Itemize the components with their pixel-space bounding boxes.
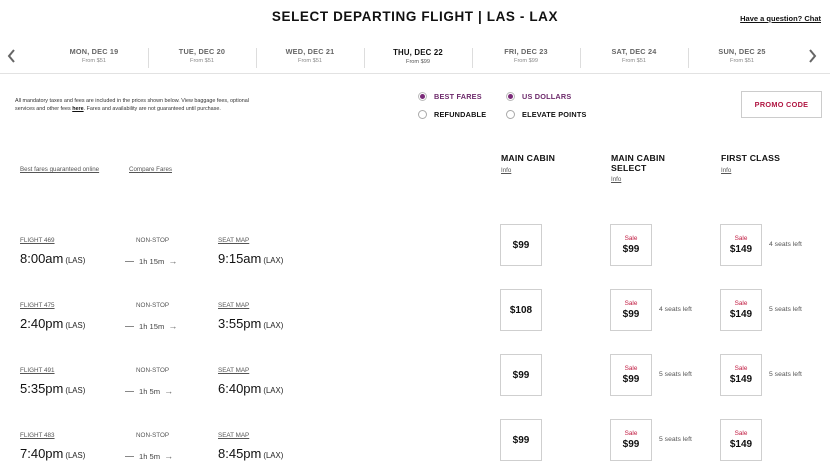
arrival-airport: (LAX) <box>263 386 284 395</box>
arrival-time <box>218 251 283 266</box>
seats-left-text: 5 seats left <box>769 371 802 378</box>
sale-badge: Sale <box>624 300 638 307</box>
main-cabin-select-fare-button[interactable] <box>610 354 652 396</box>
main-cabin-header <box>501 154 591 174</box>
chevron-left-icon <box>7 49 16 63</box>
date-tab-dec-23[interactable] <box>472 47 580 64</box>
main-cabin-select-fare-button[interactable] <box>610 419 652 461</box>
seat-map-link[interactable]: SEAT MAP <box>218 302 250 309</box>
disclaimer-text: All mandatory taxes and fees are included in the prices shown below. View baggage fees, optional services and other fees <box>15 98 249 113</box>
radio-selected-icon <box>418 92 427 101</box>
date-label: MON, DEC 19 <box>69 47 119 56</box>
departure-time-value: 7:40pm <box>20 446 64 461</box>
dash-icon <box>125 261 134 262</box>
us-dollars-label: US DOLLARS <box>522 92 572 101</box>
arrow-right-icon: → <box>164 386 174 396</box>
duration-value: 1h 5m <box>139 386 161 396</box>
date-tab-dec-20[interactable] <box>148 47 256 64</box>
seat-map-link[interactable]: SEAT MAP <box>218 237 250 244</box>
dash-icon <box>125 391 134 392</box>
duration-value: 1h 15m <box>139 321 165 331</box>
departure-airport: (LAS) <box>65 386 86 395</box>
radio-unselected-icon <box>418 110 427 119</box>
first-class-header <box>721 154 811 174</box>
arrival-airport: (LAX) <box>263 451 284 460</box>
flight-duration <box>125 256 177 266</box>
sale-badge: Sale <box>734 300 748 307</box>
nonstop-label: NON-STOP <box>136 302 170 309</box>
date-price: From $51 <box>190 58 214 64</box>
page-title: SELECT DEPARTING FLIGHT | LAS - LAX <box>271 9 559 24</box>
arrival-time <box>218 446 283 461</box>
date-tab-dec-24[interactable] <box>580 47 688 64</box>
fare-price: $149 <box>729 244 753 255</box>
fare-price: $149 <box>729 374 753 385</box>
arrival-airport: (LAX) <box>263 321 284 330</box>
first-class-title: FIRST CLASS <box>721 153 781 163</box>
main-cabin-select-fare-button[interactable] <box>610 224 652 266</box>
disclaimer-text-end: . Fares and availability are not guaranteed until purchase. <box>83 106 221 113</box>
flight-duration <box>125 321 177 331</box>
sale-badge: Sale <box>624 235 638 242</box>
fare-price: $99 <box>512 369 530 381</box>
first-class-fare-button[interactable] <box>720 419 762 461</box>
date-label: THU, DEC 22 <box>393 48 443 57</box>
seats-left-text: 5 seats left <box>659 371 692 378</box>
arrival-time-value: 9:15am <box>218 251 262 266</box>
date-tab-dec-19[interactable] <box>40 47 148 64</box>
flight-duration <box>125 451 173 461</box>
refundable-radio[interactable] <box>418 110 486 119</box>
departure-time-value: 5:35pm <box>20 381 64 396</box>
seat-map-link[interactable]: SEAT MAP <box>218 432 250 439</box>
departure-time-value: 2:40pm <box>20 316 64 331</box>
nonstop-label: NON-STOP <box>136 432 170 439</box>
baggage-fees-link[interactable]: here <box>72 106 84 113</box>
flight-row <box>0 237 830 281</box>
date-price: From $99 <box>406 59 430 65</box>
fare-price: $99 <box>622 309 640 320</box>
main-cabin-select-fare-button[interactable] <box>610 289 652 331</box>
nonstop-label: NON-STOP <box>136 367 170 374</box>
main-cabin-select-header <box>611 154 701 183</box>
departure-airport: (LAS) <box>65 256 86 265</box>
help-chat-link[interactable]: Have a question? Chat <box>740 14 821 23</box>
seats-left-text: 5 seats left <box>769 306 802 313</box>
date-price: From $51 <box>298 58 322 64</box>
flight-number-link[interactable]: FLIGHT 491 <box>20 367 55 374</box>
seat-map-link[interactable]: SEAT MAP <box>218 367 250 374</box>
departure-time <box>20 446 85 461</box>
promo-code-button[interactable]: PROMO CODE <box>741 91 822 118</box>
sale-badge: Sale <box>734 430 748 437</box>
refundable-label: REFUNDABLE <box>434 110 487 119</box>
seats-left-text: 5 seats left <box>659 436 692 443</box>
date-price: From $51 <box>730 58 754 64</box>
prev-dates-button[interactable] <box>1 44 21 68</box>
main-cabin-fare-button[interactable] <box>500 419 542 461</box>
radio-selected-icon <box>506 92 515 101</box>
main-cabin-fare-button[interactable] <box>500 224 542 266</box>
next-dates-button[interactable] <box>802 44 822 68</box>
main-cabin-title: MAIN CABIN <box>501 153 556 163</box>
departure-airport: (LAS) <box>65 321 86 330</box>
sale-badge: Sale <box>624 430 638 437</box>
fare-price: $108 <box>509 304 533 316</box>
date-tab-dec-25[interactable] <box>688 47 796 64</box>
duration-value: 1h 5m <box>139 451 161 461</box>
date-tab-dec-21[interactable] <box>256 47 364 64</box>
fare-price: $99 <box>622 244 640 255</box>
date-price: From $51 <box>82 58 106 64</box>
date-label: SAT, DEC 24 <box>611 47 657 56</box>
date-label: FRI, DEC 23 <box>504 47 548 56</box>
departure-time-value: 8:00am <box>20 251 64 266</box>
fare-price: $99 <box>512 239 530 251</box>
arrow-right-icon: → <box>168 256 178 266</box>
fare-price: $99 <box>512 434 530 446</box>
date-tab-dec-22[interactable] <box>364 48 472 65</box>
sale-badge: Sale <box>734 235 748 242</box>
elevate-points-label: ELEVATE POINTS <box>522 110 587 119</box>
arrival-time <box>218 381 283 396</box>
flight-duration <box>125 386 173 396</box>
departure-time <box>20 251 85 266</box>
main-cabin-select-title: MAIN CABIN <box>611 153 666 163</box>
first-class-fare-button[interactable] <box>720 354 762 396</box>
date-label: TUE, DEC 20 <box>178 47 226 56</box>
arrival-time <box>218 316 283 331</box>
flight-number-link[interactable]: FLIGHT 483 <box>20 432 55 439</box>
flight-number-link[interactable]: FLIGHT 469 <box>20 237 55 244</box>
best-fares-label: BEST FARES <box>434 92 482 101</box>
main-cabin-fare-button[interactable] <box>500 289 542 331</box>
fare-price: $149 <box>729 309 753 320</box>
date-strip <box>0 40 830 74</box>
nonstop-label: NON-STOP <box>136 237 170 244</box>
date-price: From $99 <box>514 58 538 64</box>
us-dollars-radio[interactable] <box>506 92 571 101</box>
main-cabin-fare-button[interactable] <box>500 354 542 396</box>
seats-left-text: 4 seats left <box>659 306 692 313</box>
fee-disclaimer <box>15 97 263 114</box>
flight-number-link[interactable]: FLIGHT 475 <box>20 302 55 309</box>
first-class-fare-button[interactable] <box>720 224 762 266</box>
elevate-points-radio[interactable] <box>506 110 587 119</box>
arrival-time-value: 3:55pm <box>218 316 262 331</box>
dash-icon <box>125 326 134 327</box>
arrival-time-value: 6:40pm <box>218 381 262 396</box>
fare-price: $99 <box>622 374 640 385</box>
date-label: SUN, DEC 25 <box>718 47 766 56</box>
fare-price: $149 <box>729 439 753 450</box>
compare-fares-link[interactable]: Compare Fares <box>129 166 172 173</box>
arrival-time-value: 8:45pm <box>218 446 262 461</box>
main-cabin-select-info-link[interactable]: Info <box>611 176 622 184</box>
main-cabin-select-title-line2: SELECT <box>611 162 647 173</box>
best-fares-radio[interactable] <box>418 92 482 101</box>
first-class-info-link[interactable]: Info <box>721 166 732 174</box>
flight-row <box>0 432 830 470</box>
dash-icon <box>125 456 134 457</box>
sale-badge: Sale <box>734 365 748 372</box>
fare-price: $99 <box>622 439 640 450</box>
date-price: From $51 <box>622 58 646 64</box>
flight-row <box>0 367 830 411</box>
departure-airport: (LAS) <box>65 451 86 460</box>
arrow-right-icon: → <box>168 321 178 331</box>
date-label: WED, DEC 21 <box>285 47 335 56</box>
departure-time <box>20 316 85 331</box>
best-fares-guaranteed-link[interactable]: Best fares guaranteed online <box>20 166 100 173</box>
flight-row <box>0 302 830 346</box>
sale-badge: Sale <box>624 365 638 372</box>
duration-value: 1h 15m <box>139 256 165 266</box>
first-class-fare-button[interactable] <box>720 289 762 331</box>
main-cabin-info-link[interactable]: Info <box>501 166 512 174</box>
seats-left-text: 4 seats left <box>769 241 802 248</box>
departure-time <box>20 381 85 396</box>
chevron-right-icon <box>808 49 817 63</box>
arrival-airport: (LAX) <box>263 256 284 265</box>
radio-unselected-icon <box>506 110 515 119</box>
arrow-right-icon: → <box>164 451 174 461</box>
